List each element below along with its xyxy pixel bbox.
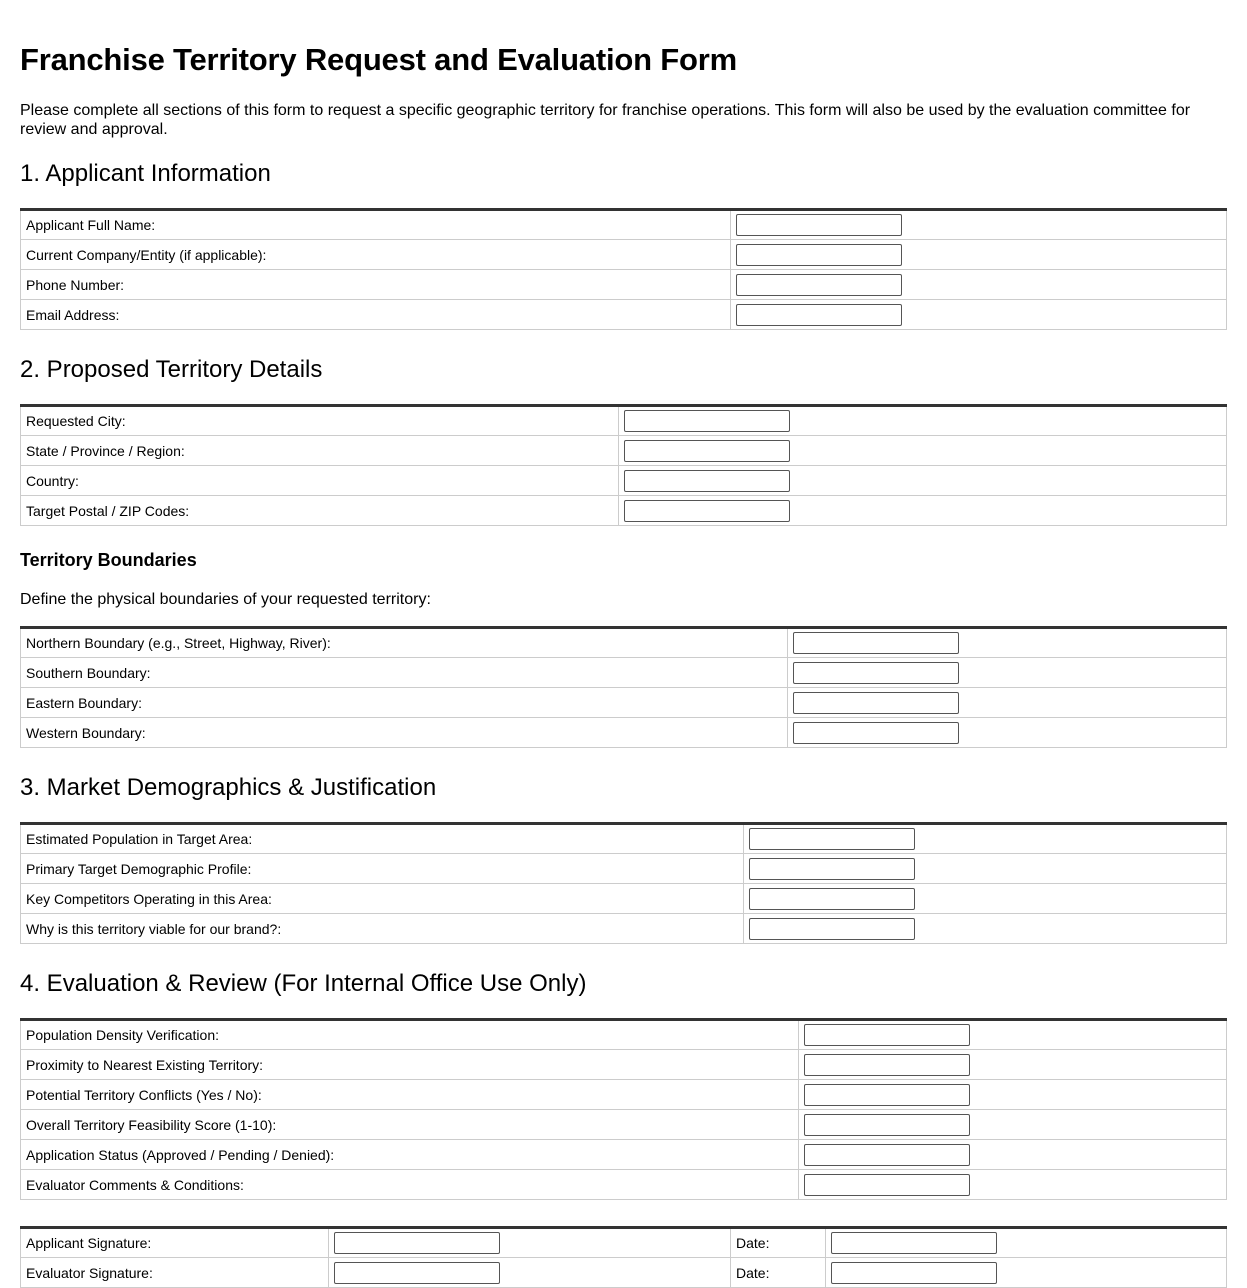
table-row xyxy=(21,854,1227,884)
table-row xyxy=(21,436,1227,466)
table-row xyxy=(21,1110,1227,1140)
field-label: Current Company/Entity (if applicable): xyxy=(21,240,731,270)
postal-codes-input[interactable] xyxy=(624,500,790,522)
field-label: Why is this territory viable for our brand?: xyxy=(21,914,744,944)
requested-city-input[interactable] xyxy=(624,410,790,432)
eastern-boundary-input[interactable] xyxy=(793,692,959,714)
northern-boundary-input[interactable] xyxy=(793,632,959,654)
table-row xyxy=(21,688,1227,718)
table-row xyxy=(21,466,1227,496)
table-row xyxy=(21,406,1227,436)
table-row xyxy=(21,270,1227,300)
evaluator-date-input[interactable] xyxy=(831,1262,997,1284)
field-label: Estimated Population in Target Area: xyxy=(21,824,744,854)
section-heading-territory: 2. Proposed Territory Details xyxy=(20,356,323,383)
field-label: Evaluator Signature: xyxy=(21,1258,329,1288)
table-row xyxy=(21,1140,1227,1170)
field-label: Applicant Signature: xyxy=(21,1228,329,1258)
field-label: Northern Boundary (e.g., Street, Highway, River): xyxy=(21,628,788,658)
boundaries-table xyxy=(20,626,1227,748)
table-row xyxy=(21,628,1227,658)
date-label: Date: xyxy=(731,1258,826,1288)
page-title: Franchise Territory Request and Evaluation Form xyxy=(20,42,737,77)
field-label: Western Boundary: xyxy=(21,718,788,748)
field-label: Southern Boundary: xyxy=(21,658,788,688)
field-label: Phone Number: xyxy=(21,270,731,300)
field-label: Requested City: xyxy=(21,406,619,436)
section-heading-market: 3. Market Demographics & Justification xyxy=(20,774,437,801)
field-label: Proximity to Nearest Existing Territory: xyxy=(21,1050,799,1080)
proximity-input[interactable] xyxy=(804,1054,970,1076)
field-label: Overall Territory Feasibility Score (1-10): xyxy=(21,1110,799,1140)
population-density-input[interactable] xyxy=(804,1024,970,1046)
table-row xyxy=(21,1050,1227,1080)
field-label: State / Province / Region: xyxy=(21,436,619,466)
boundaries-heading: Territory Boundaries xyxy=(20,550,197,570)
table-row xyxy=(21,824,1227,854)
table-row xyxy=(21,1020,1227,1050)
current-company-input[interactable] xyxy=(736,244,902,266)
field-label: Applicant Full Name: xyxy=(21,210,731,240)
state-province-input[interactable] xyxy=(624,440,790,462)
table-row xyxy=(21,718,1227,748)
territory-viability-input[interactable] xyxy=(749,918,915,940)
field-label: Potential Territory Conflicts (Yes / No): xyxy=(21,1080,799,1110)
section-heading-applicant: 1. Applicant Information xyxy=(20,160,271,187)
territory-conflicts-input[interactable] xyxy=(804,1084,970,1106)
estimated-population-input[interactable] xyxy=(749,828,915,850)
table-row xyxy=(21,240,1227,270)
table-row xyxy=(21,300,1227,330)
boundaries-note: Define the physical boundaries of your requested territory: xyxy=(20,591,431,608)
field-label: Target Postal / ZIP Codes: xyxy=(21,496,619,526)
table-row xyxy=(21,1228,1227,1258)
field-label: Email Address: xyxy=(21,300,731,330)
evaluator-comments-input[interactable] xyxy=(804,1174,970,1196)
field-label: Key Competitors Operating in this Area: xyxy=(21,884,744,914)
market-demographics-table xyxy=(20,822,1227,944)
table-row xyxy=(21,1080,1227,1110)
territory-details-table xyxy=(20,404,1227,526)
field-label: Country: xyxy=(21,466,619,496)
field-label: Population Density Verification: xyxy=(21,1020,799,1050)
applicant-signature-input[interactable] xyxy=(334,1232,500,1254)
field-label: Primary Target Demographic Profile: xyxy=(21,854,744,884)
evaluator-signature-input[interactable] xyxy=(334,1262,500,1284)
applicant-full-name-input[interactable] xyxy=(736,214,902,236)
table-row xyxy=(21,210,1227,240)
feasibility-score-input[interactable] xyxy=(804,1114,970,1136)
table-row xyxy=(21,496,1227,526)
intro-text: Please complete all sections of this form to request a specific geographic territory for franchise operations. This form will also be used by the evaluation committee for review and approval. xyxy=(20,102,1191,138)
target-demographic-input[interactable] xyxy=(749,858,915,880)
field-label: Eastern Boundary: xyxy=(21,688,788,718)
applicant-date-input[interactable] xyxy=(831,1232,997,1254)
country-input[interactable] xyxy=(624,470,790,492)
table-row xyxy=(21,914,1227,944)
phone-number-input[interactable] xyxy=(736,274,902,296)
field-label: Evaluator Comments & Conditions: xyxy=(21,1170,799,1200)
signatures-table xyxy=(20,1226,1227,1288)
table-row xyxy=(21,658,1227,688)
western-boundary-input[interactable] xyxy=(793,722,959,744)
applicant-info-table xyxy=(20,208,1227,330)
field-label: Application Status (Approved / Pending / Denied): xyxy=(21,1140,799,1170)
table-row xyxy=(21,884,1227,914)
table-row xyxy=(21,1258,1227,1288)
section-heading-evaluation: 4. Evaluation & Review (For Internal Office Use Only) xyxy=(20,970,587,997)
key-competitors-input[interactable] xyxy=(749,888,915,910)
date-label: Date: xyxy=(731,1228,826,1258)
evaluation-table xyxy=(20,1018,1227,1200)
table-row xyxy=(21,1170,1227,1200)
email-address-input[interactable] xyxy=(736,304,902,326)
application-status-input[interactable] xyxy=(804,1144,970,1166)
southern-boundary-input[interactable] xyxy=(793,662,959,684)
